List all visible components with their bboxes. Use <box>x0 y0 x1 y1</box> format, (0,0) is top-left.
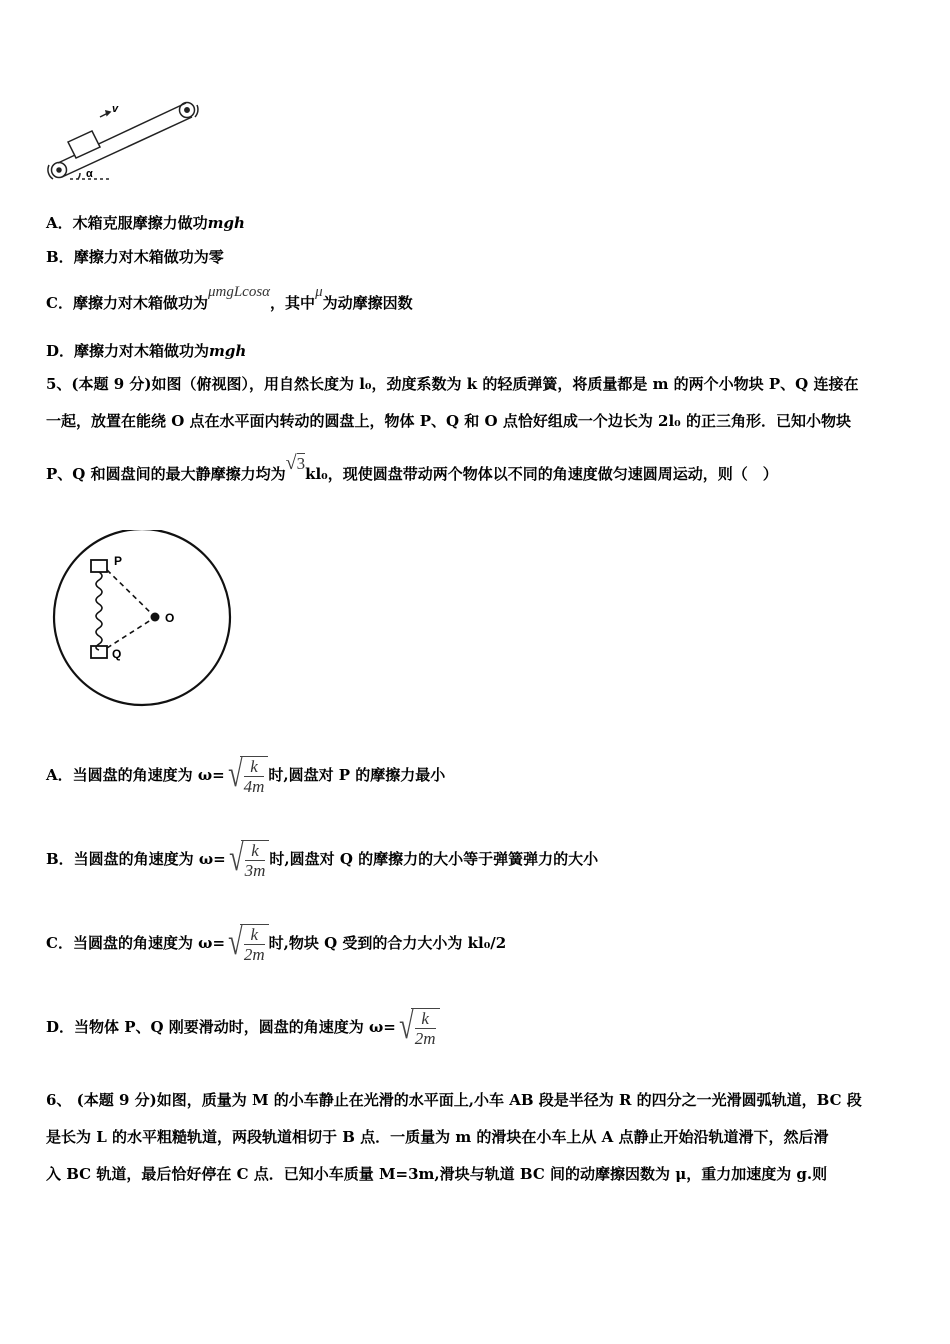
label-p: P <box>114 554 123 568</box>
q5-option-a: A．当圆盘的角速度为 ω= √ $\frac{k}{4m}$ 时,圆盘对 P 的摩擦力最小 <box>46 753 446 796</box>
q6-stem-line1: 6、 (本题 9 分)如图，质量为 M 的小车静止在光滑的水平面上,小车 AB 段是半径为 R 的四分之一光滑圆弧轨道，BC 段 <box>46 1091 862 1109</box>
sqrt-fraction: √ $\frac{k}{2m}$ <box>396 1004 440 1048</box>
sqrt-fraction: √ $\frac{k}{3m}$ <box>226 836 270 880</box>
label-o: O <box>165 611 175 625</box>
conveyor-figure <box>40 95 215 185</box>
q5-stem-line1: 5、(本题 9 分)如图（俯视图），用自然长度为 l₀，劲度系数为 k 的轻质弹簧，将质量都是 m 的两个小物块 P、Q 连接在 <box>46 375 859 393</box>
angle-label: α <box>86 168 93 180</box>
q4-option-c: C．摩擦力对木箱做功为μmgLcosα，其中μ为动摩擦因数 <box>46 284 413 312</box>
q5-stem-line3: P、Q 和圆盘间的最大静摩擦力均为√3kl₀，现使圆盘带动两个物体以不同的角速度做匀速圆周运动，则（ ） <box>46 452 778 483</box>
disc-figure <box>48 530 238 710</box>
velocity-label: v <box>112 103 119 115</box>
label-q: Q <box>112 647 122 661</box>
q5-option-c: C．当圆盘的角速度为 ω= √ $\frac{k}{2m}$ 时,物块 Q 受到的合力大小为 kl₀/2 <box>46 921 507 964</box>
sqrt-fraction: √ $\frac{k}{4m}$ <box>225 752 269 796</box>
q5-option-d: D．当物体 P、Q 刚要滑动时，圆盘的角速度为 ω= √ $\frac{k}{2m}$ <box>46 1004 440 1048</box>
q6-stem-line2: 是长为 L 的水平粗糙轨道，两段轨道相切于 B 点．一质量为 m 的滑块在小车上从 A 点静止开始沿轨道滑下，然后滑 <box>46 1128 829 1146</box>
q4-option-d: D．摩擦力对木箱做功为mgh <box>46 342 247 360</box>
q6-stem-line3: 入 BC 轨道，最后恰好停在 C 点．已知小车质量 M=3m,滑块与轨道 BC 间的动摩擦因数为 μ，重力加速度为 g.则 <box>46 1165 828 1183</box>
q5-option-b: B．当圆盘的角速度为 ω= √ $\frac{k}{3m}$ 时,圆盘对 Q 的摩擦力的大小等于弹簧弹力的大小 <box>46 837 599 880</box>
sqrt-fraction: √ $\frac{k}{2m}$ <box>225 920 269 964</box>
q4-option-b: B．摩擦力对木箱做功为零 <box>46 248 224 266</box>
q5-stem-line2: 一起，放置在能绕 O 点在水平面内转动的圆盘上，物体 P、Q 和 O 点恰好组成一个边长为 2l₀ 的正三角形．已知小物块 <box>46 412 851 430</box>
q4-option-a: A．木箱克服摩擦力做功mgh <box>46 214 245 232</box>
